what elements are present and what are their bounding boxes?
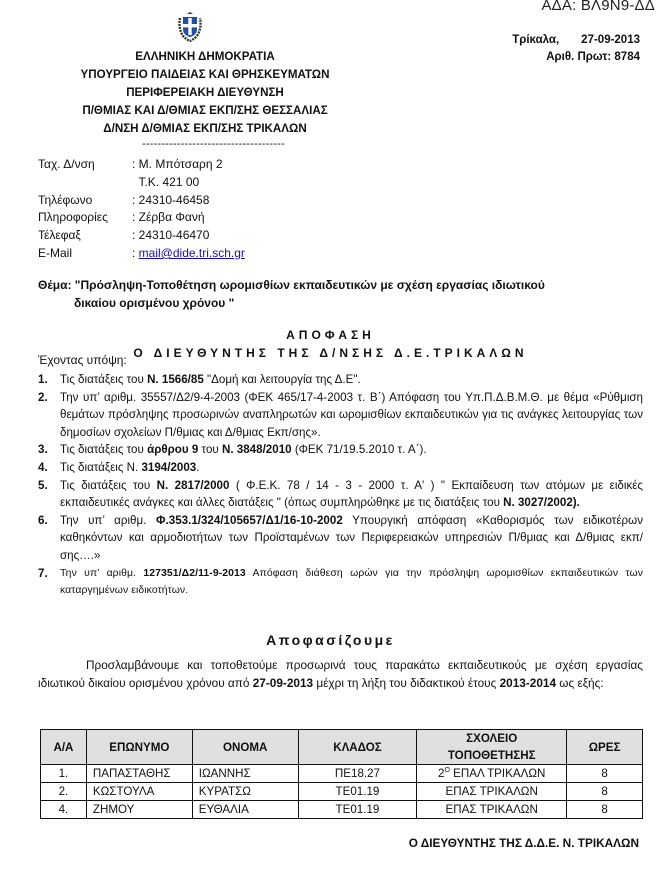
text-run: Την υπ’ αριθμ.	[60, 567, 144, 579]
provision-text	[60, 371, 643, 389]
decide-heading: Αποφασίζουμε	[266, 632, 395, 648]
decision-body	[38, 656, 643, 692]
emphasis-text: Φ.353.1/324/105657/Δ1/16-10-2002	[156, 513, 343, 527]
ada-code: ΑΔΑ: ΒΛ9Ν9-ΔΔ	[541, 0, 655, 14]
provisions-list	[38, 371, 643, 600]
signature: Ο ΔΙΕΥΘΥΝΤΗΣ ΤΗΣ Δ.Δ.Ε. Ν. ΤΡΙΚΑΛΩΝ	[408, 836, 639, 850]
contact-value: : 24310-46458	[132, 192, 210, 207]
text-run: μέχρι τη λήξη του διδακτικού έτους	[313, 676, 500, 690]
text-run: ως εξής:	[556, 676, 604, 690]
contact-label: Πληροφορίες	[38, 210, 108, 225]
text-run: Την υπ’ αριθμ. 35557/Δ2/9-4-2003 (ΦΕΚ 465/17-4-2003 τ. Β΄) Απόφαση του Υπ.Π.Δ.Β.Μ.Θ. με θέμα «Ρύθμιση θεμάτων πρόσληψης προσωρινών αναπληρωτών και ωρομισθίων εκπαιδευτικών για τις ανάγκες λειτουργίας των δημοσίων σχολείων Π/θμιας και Δ/θμιας Εκπ/σης».	[60, 390, 643, 439]
date-block	[470, 32, 640, 66]
cell-school: ΕΠΑΣ ΤΡΙΚΑΛΩΝ	[417, 783, 567, 801]
cell-school: ΕΠΑΣ ΤΡΙΚΑΛΩΝ	[417, 801, 567, 819]
provision-item	[38, 512, 643, 565]
contact-prefix: :	[132, 245, 139, 260]
text-run: (ΦΕΚ 71/19.5.2010 τ. Α΄).	[291, 443, 427, 457]
column-header: ΕΠΩΝΥΜΟ	[86, 730, 192, 765]
cell-hours: 8	[567, 801, 643, 819]
contact-value: : 24310-46470	[132, 228, 210, 243]
table-header-row	[41, 730, 643, 765]
emphasis-text: Ν. 1566/85	[147, 373, 204, 386]
cell-aa: 4.	[41, 801, 87, 819]
contact-value: : Ζέρβα Φανή	[132, 210, 205, 225]
header-line: ΠΕΡΙΦΕΡΕΙΑΚΗ ΔΙΕΥΘΥΝΣΗ	[126, 86, 284, 99]
provision-item	[38, 371, 643, 389]
provision-item	[38, 459, 643, 477]
emphasis-text: 2013-2014	[499, 676, 557, 690]
text-run: .	[196, 460, 200, 474]
provision-number: 5.	[38, 478, 48, 492]
place: Τρίκαλα,	[512, 34, 560, 46]
provision-text	[60, 441, 643, 459]
header-line: Π/ΘΜΙΑΣ ΚΑΙ Δ/ΘΜΙΑΣ ΕΚΠ/ΣΗΣ ΘΕΣΣΑΛΙΑΣ	[82, 104, 328, 117]
cell-hours: 8	[567, 783, 643, 801]
given-label: Έχοντας υπόψη:	[38, 353, 127, 367]
text-run: "Δομή και λειτουργία της Δ.Ε".	[203, 373, 361, 386]
text-run: Τις διατάξεις του	[60, 443, 148, 457]
provision-item	[38, 477, 643, 512]
emphasis-text: Ν. 2817/2000	[156, 478, 230, 492]
provision-text	[60, 512, 643, 565]
decision-subtitle: Ο ΔΙΕΥΘΥΝΤΗΣ ΤΗΣ Δ/ΝΣΗΣ Δ.Ε.ΤΡΙΚΑΛΩΝ	[133, 346, 528, 360]
cell-branch: ΤΕ01.19	[298, 783, 417, 801]
provision-item	[38, 565, 643, 600]
emphasis-text: Ν. 3848/2010	[221, 443, 292, 457]
decision-title: ΑΠΟΦΑΣΗ	[286, 328, 375, 342]
contact-details	[38, 156, 245, 263]
email-link[interactable]: mail@dide.tri.sch.gr	[138, 245, 245, 260]
provision-number: 6.	[38, 513, 48, 527]
school-ordinal: 2	[438, 767, 445, 780]
table-row	[41, 801, 643, 819]
provision-item	[38, 389, 643, 442]
provision-number: 7.	[38, 566, 48, 580]
column-header: ΣΧΟΛΕΙΟ ΤΟΠΟΘΕΤΗΣΗΣ	[417, 730, 567, 765]
header-line: ΥΠΟΥΡΓΕΙΟ ΠΑΙΔΕΙΑΣ ΚΑΙ ΘΡΗΣΚΕΥΜΑΤΩΝ	[80, 68, 330, 81]
column-header: Α/Α	[41, 730, 87, 765]
header-line: ΕΛΛΗΝΙΚΗ ΔΗΜΟΚΡΑΤΙΑ	[135, 50, 275, 63]
subject-line: Θέμα: "Πρόσληψη-Τοποθέτηση ωρομισθίων εκπαιδευτικών με σχέση εργασίας ιδιωτικού	[38, 278, 545, 292]
column-header: ΩΡΕΣ	[567, 730, 643, 765]
cell-surname: ΠΑΠΑΣΤΑΘΗΣ	[86, 765, 192, 783]
cell-name: ΚΥΡΑΤΣΩ	[192, 783, 298, 801]
emphasis-text: Ν. 3027/2002).	[503, 496, 580, 510]
emphasis-text: άρθρου 9	[147, 443, 199, 457]
header-line: Δ/ΝΣΗ Δ/ΘΜΙΑΣ ΕΚΠ/ΣΗΣ ΤΡΙΚΑΛΩΝ	[103, 122, 307, 135]
contact-label: Τέλεφαξ	[38, 228, 81, 243]
table-row	[41, 765, 643, 783]
text-run: Τις διατάξεις του	[60, 373, 148, 386]
column-header: ΚΛΑΔΟΣ	[298, 730, 417, 765]
cell-branch: ΤΕ01.19	[298, 801, 417, 819]
cell-aa: 1.	[41, 765, 87, 783]
cell-name: ΙΩΑΝΝΗΣ	[192, 765, 298, 783]
provision-text	[60, 389, 643, 442]
cell-school	[417, 765, 567, 783]
cell-branch: ΠΕ18.27	[298, 765, 417, 783]
emphasis-text: 127351/Δ2/11-9-2013	[143, 567, 246, 579]
header-separator: -------------------------------------	[142, 138, 285, 150]
contact-value: Τ.Κ. 421 00	[132, 174, 200, 189]
table-row	[41, 783, 643, 801]
protocol-number: Αριθ. Πρωτ: 8784	[546, 51, 640, 63]
cell-surname: ΖΗΜΟΥ	[86, 801, 192, 819]
cell-hours: 8	[567, 765, 643, 783]
text-run: ( Φ.Ε.Κ. 78 / 14 - 3 - 2000 τ. Α' ) " Εκπαίδευση των ατόμων με ειδικές εκπαιδευτικές ανάγκες και άλλες διατάξεις " (όπως συμπληρώθηκε με τις διατάξεις του	[60, 478, 643, 510]
text-run: Την υπ’ αριθμ.	[60, 513, 157, 527]
text-run: Υπουργική απόφαση «Καθορισμός των ειδικοτέρων καθηκόντων και αρμοδιοτήτων των Προϊσταμένων των Περιφερειακών υπηρεσιών Π/θμιας και Δ/θμιας εκπ/σης….»	[60, 513, 643, 562]
emphasis-text: 3194/2003	[141, 460, 197, 474]
document-date: 27-09-2013	[581, 34, 640, 46]
staff-table	[40, 729, 643, 819]
decision-body-text	[38, 658, 643, 690]
school-name: ΕΠΑΛ ΤΡΙΚΑΛΩΝ	[449, 767, 546, 780]
contact-label	[38, 174, 132, 192]
contact-label: Ταχ. Δ/νση	[38, 157, 95, 171]
provision-text	[60, 565, 643, 600]
text-run: Τις διατάξεις Ν.	[60, 460, 142, 474]
subject	[38, 276, 638, 312]
contact-label: Τηλέφωνο	[38, 192, 93, 207]
text-run: Απόφαση διάθεση ωρών για την πρόσληψη ωρομισθίων εκπαιδευτικών των καταργημένων ειδικοτήτων.	[60, 567, 644, 597]
subject-line: δικαίου ορισμένου χρόνου "	[74, 296, 235, 310]
text-run: Τις διατάξεις του	[60, 478, 157, 492]
emphasis-text: 27-09-2013	[252, 676, 314, 690]
cell-aa: 2.	[41, 783, 87, 801]
cell-surname: ΚΩΣΤΟΥΛΑ	[86, 783, 192, 801]
provision-text	[60, 459, 643, 477]
provision-number: 2.	[38, 390, 48, 404]
column-header: ΟΝΟΜΑ	[192, 730, 298, 765]
contact-label: E-Mail	[38, 245, 73, 260]
provision-number: 3.	[38, 443, 48, 457]
provision-number: 1.	[38, 373, 48, 386]
issuer-header	[80, 48, 330, 138]
provision-text	[60, 477, 643, 512]
ordinal-superscript: Ο	[444, 767, 450, 774]
contact-value: : Μ. Μπότσαρη 2	[132, 157, 223, 171]
cell-name: ΕΥΘΑΛΙΑ	[192, 801, 298, 819]
text-run: Προσλαμβάνουμε και τοποθετούμε προσωρινά τους παρακάτω εκπαιδευτικούς με σχέση εργασίας ιδιωτικού δικαίου ορισμένου χρόνου από	[38, 658, 643, 690]
text-run: του	[198, 443, 222, 457]
greek-coat-of-arms-icon	[177, 12, 203, 42]
provision-item	[38, 441, 643, 459]
provision-number: 4.	[38, 460, 48, 474]
